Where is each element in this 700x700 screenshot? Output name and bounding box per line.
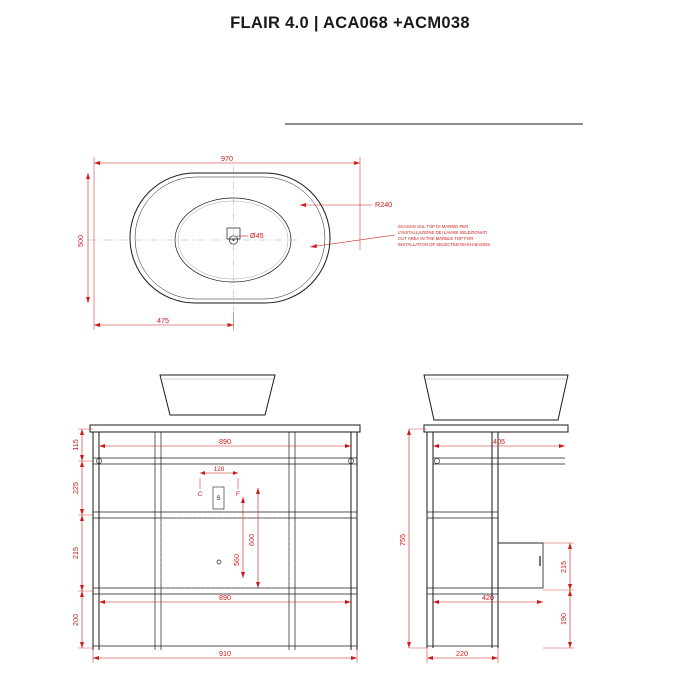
side-drawer-unit [498,543,543,588]
dim-220: 220 [456,649,468,658]
dim-890-top: 890 [219,437,231,446]
front-drawer-knob [217,560,221,564]
page-title: FLAIR 4.0 | ACA068 +ACM038 [230,14,470,32]
side-top-slab [424,425,568,432]
note-line-1: SCASSO SUL TOP DI MARMO PER [398,224,469,229]
label-f: F [236,491,240,498]
note-line-3: CUT AREA IN THE MARBLE TOP FOR [398,236,474,241]
dim-910: 910 [219,649,231,658]
front-basin [160,375,275,415]
dim-405: 405 [493,437,505,446]
dim-500: 500 [76,235,85,247]
side-elevation-group [398,375,574,663]
note-line-4: INSTALLATION OF SELECTED WASH-BASINS [398,242,491,247]
dim-190: 190 [559,613,568,625]
dim-215: 215 [71,547,80,559]
dim-hole: Ø45 [250,231,264,240]
note-line-2: L'INSTALLAZIONE DEI LAVABI SELEZIONATI [398,230,488,235]
dim-890-bottom: 890 [219,593,231,602]
dim-200: 200 [71,614,80,626]
dim-420: 420 [482,593,494,602]
dim-755: 755 [398,534,407,546]
dim-120: 120 [213,466,225,473]
top-view-group [76,154,490,330]
front-top-slab [90,425,360,432]
dim-225: 225 [71,482,80,494]
front-elevation-group [71,375,360,663]
dim-115: 115 [71,439,80,451]
note-leader [310,235,395,247]
label-c: C [197,491,203,498]
dim-R240: R240 [375,200,393,209]
dim-970: 970 [221,154,233,163]
side-basin [424,375,568,420]
dim-560: 560 [232,554,241,566]
front-drawer-box [161,518,289,588]
dim-600: 600 [247,534,256,546]
callout-label-s: S [216,496,221,502]
dim-475: 475 [157,316,169,325]
dim-215-side: 215 [559,561,568,573]
